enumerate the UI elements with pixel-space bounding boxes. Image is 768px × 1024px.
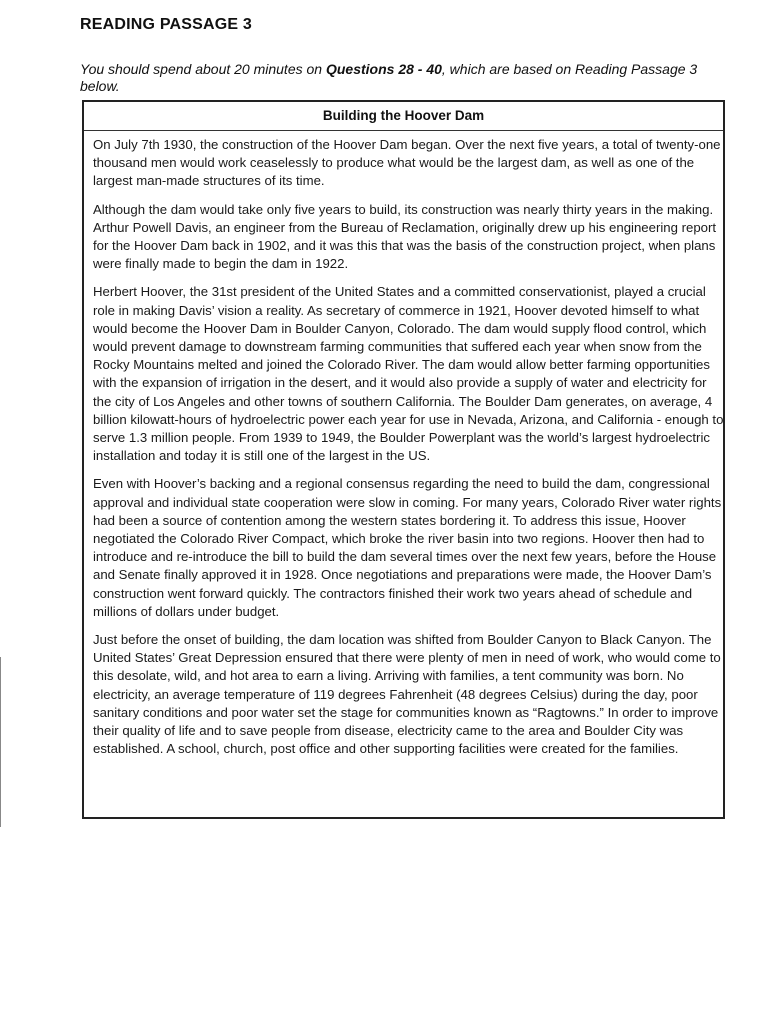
page-edge-line	[0, 657, 1, 827]
passage-body	[93, 136, 725, 769]
section-heading: READING PASSAGE 3	[80, 16, 253, 33]
passage-paragraph: Herbert Hoover, the 31st president of the United States and a committed conservationist, played a crucial role in making Davis’ vision a reality. As secretary of commerce in 1921, Hoover devoted himself to what would become the Hoover Dam in Boulder Canyon, Colorado. The dam would supply flood control, which would prevent damage to downstream farming communities that suffered each year when snow from the Rocky Mountains melted and joined the Colorado River. The dam would allow better farming opportunities with the expansion of irrigation in the desert, and it would also provide a supply of water and electricity for the city of Los Angeles and other towns of southern California. The Boulder Dam generates, on average, 4 billion kilowatt-hours of hydroelectric power each year for use in Nevada, Arizona, and California - enough to serve 1.3 million people. From 1939 to 1949, the Boulder Powerplant was the world’s largest hydroelectric installation and today it is still one of the largest in the US.	[93, 284, 724, 464]
passage-paragraph: On July 7th 1930, the construction of the Hoover Dam began. Over the next five years, a total of twenty-one thousand men would work ceaselessly to produce what would be the largest dam, as well as one of the largest man-made structures of its time.	[93, 137, 721, 189]
passage-title: Building the Hoover Dam	[322, 108, 485, 123]
passage-box	[82, 100, 725, 819]
instructions-text	[80, 61, 740, 95]
passage-paragraph: Although the dam would take only five years to build, its construction was nearly thirty years in the making. Arthur Powell Davis, an engineer from the Bureau of Reclamation, originally drew up his engineering report for the Hoover Dam back in 1902, and it was this that was the basis of the construction project, when plans were finally made to begin the dam in 1922.	[93, 201, 717, 272]
instructions-prefix: You should spend about 20 minutes on	[80, 61, 326, 77]
instructions-suffix: , which are based on Reading Passage 3 below.	[80, 61, 698, 94]
title-divider	[84, 130, 723, 131]
passage-paragraph: Just before the onset of building, the dam location was shifted from Boulder Canyon to Black Canyon. The United States’ Great Depression ensured that there were plenty of men in need of work, who would come to this desolate, wild, and hot area to earn a living. Arriving with families, a tent community was born. No electricity, an average temperature of 119 degrees Fahrenheit (48 degrees Celsius) during the day, poor sanitary conditions and poor water set the stage for communities known as “Ragtowns.” In order to improve their quality of life and to save people from disease, electricity came to the area and Boulder City was established. A school, church, post office and other supporting facilities were created for the families.	[93, 632, 721, 757]
instructions-questions-range: Questions 28 - 40	[325, 61, 442, 77]
passage-paragraph: Even with Hoover’s backing and a regional consensus regarding the need to build the dam, congressional approval and individual state cooperation were slow in coming. For many years, Colorado River water rights had been a source of contention among the western states bordering it. To address this issue, Hoover negotiated the Colorado River Compact, which broke the river basin into two regions. Hoover then had to introduce and re-introduce the bill to build the dam several times over the next few years, before the House and Senate finally approved it in 1928. Once negotiations and preparations were made, the Hoover Dam’s construction went forward quickly. The contractors finished their work two years ahead of schedule and millions of dollars under budget.	[93, 476, 722, 619]
